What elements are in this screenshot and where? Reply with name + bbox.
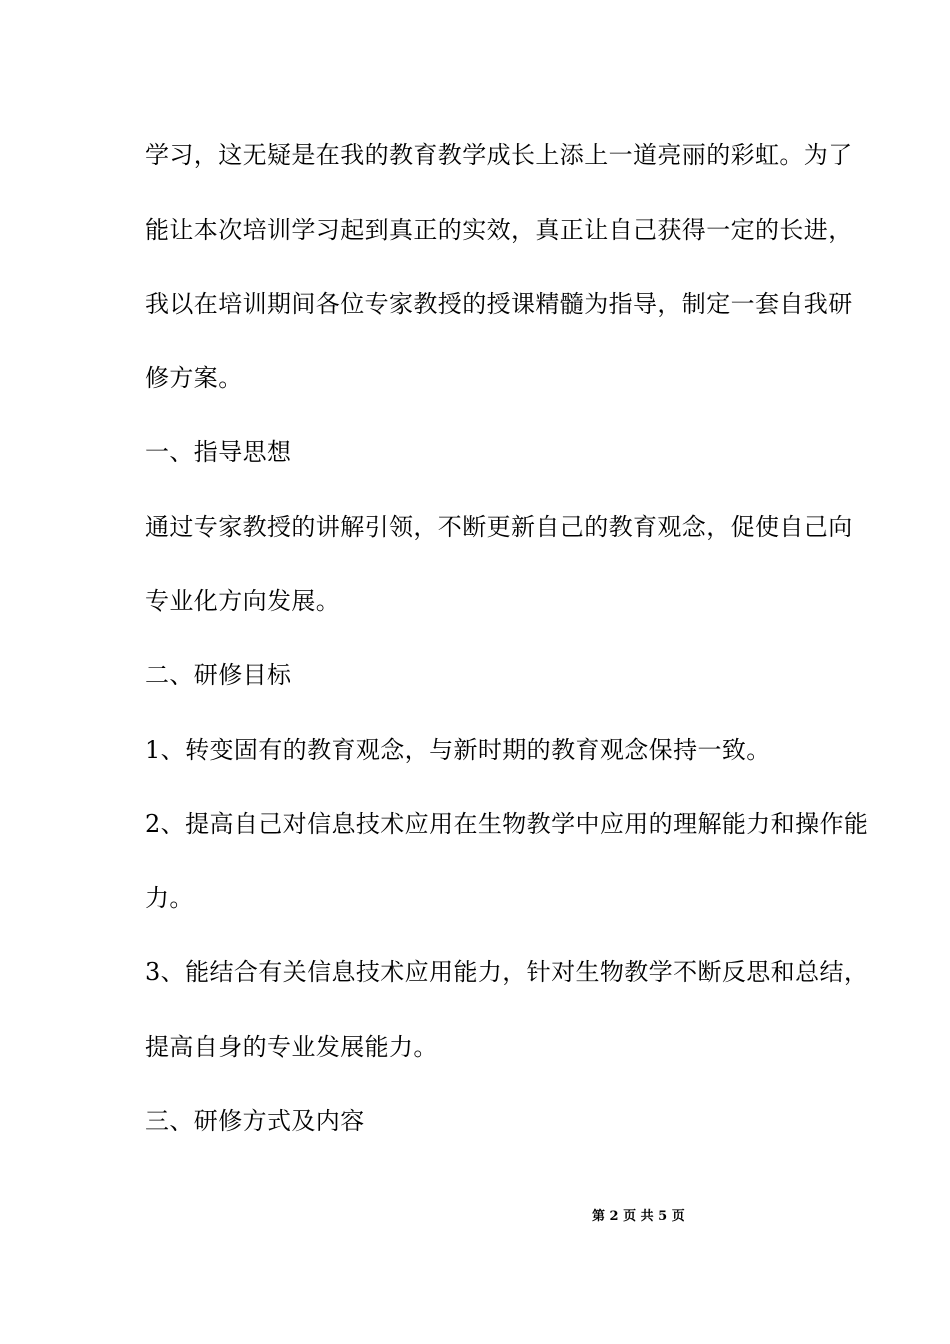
section-heading: 二、研修目标 [145, 661, 292, 689]
list-item: 1、转变固有的教育观念，与新时期的教育观念保持一致。 [145, 736, 771, 764]
section-heading: 三、研修方式及内容 [145, 1107, 365, 1135]
list-item-continuation: 提高自身的专业发展能力。 [145, 1033, 438, 1061]
paragraph-line: 学习，这无疑是在我的教育教学成长上添上一道亮丽的彩虹。为了 [145, 141, 853, 169]
section-heading: 一、指导思想 [145, 438, 292, 466]
paragraph-line: 修方案。 [145, 364, 243, 392]
list-item: 3、能结合有关信息技术应用能力，针对生物教学不断反思和总结， [145, 958, 869, 986]
list-item-continuation: 力。 [145, 884, 194, 912]
paragraph-line: 我以在培训期间各位专家教授的授课精髓为指导，制定一套自我研 [145, 290, 853, 318]
page-number: 第 2 页 共 5 页 [592, 1209, 685, 1224]
paragraph-line: 通过专家教授的讲解引领，不断更新自己的教育观念，促使自己向 [145, 513, 853, 541]
paragraph-line: 能让本次培训学习起到真正的实效，真正让自己获得一定的长进， [145, 216, 853, 244]
paragraph-line: 专业化方向发展。 [145, 587, 341, 615]
list-item: 2、提高自己对信息技术应用在生物教学中应用的理解能力和操作能 [145, 810, 869, 838]
